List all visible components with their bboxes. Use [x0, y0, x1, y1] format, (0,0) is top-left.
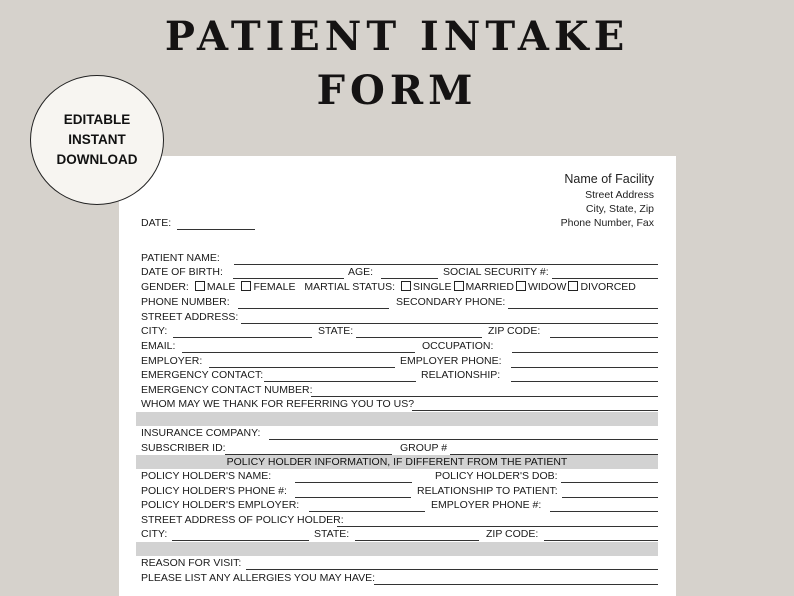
relationship-label: RELATIONSHIP:	[421, 369, 501, 381]
patient-name-field[interactable]	[234, 264, 658, 265]
section-divider-2	[136, 542, 658, 556]
policy-holder-band	[136, 455, 658, 469]
subscriber-id-label: SUBSCRIBER ID:	[141, 442, 226, 454]
widow-label: WIDOW	[527, 281, 567, 293]
relationship-to-patient-field[interactable]	[562, 497, 658, 498]
zip-field[interactable]	[550, 337, 658, 338]
policy-holder-employer-label: POLICY HOLDER'S EMPLOYER:	[141, 499, 300, 511]
employer-phone-field[interactable]	[511, 367, 658, 368]
employer-phone-number-label: EMPLOYER PHONE #:	[431, 499, 542, 511]
policy-holder-city-field[interactable]	[172, 540, 309, 541]
referral-field[interactable]	[412, 410, 658, 411]
employer-field[interactable]	[209, 367, 395, 368]
zip-label: ZIP CODE:	[488, 325, 541, 337]
allergies-field[interactable]	[374, 584, 658, 585]
date-label: DATE:	[141, 217, 172, 229]
section-divider-1	[136, 412, 658, 426]
single-checkbox[interactable]	[401, 281, 411, 291]
secondary-phone-field[interactable]	[508, 308, 658, 309]
emergency-contact-field[interactable]	[264, 381, 416, 382]
facility-city: City, State, Zip	[585, 203, 654, 215]
female-label: FEMALE	[253, 281, 296, 293]
group-label: GROUP #	[400, 442, 448, 454]
allergies-label: PLEASE LIST ANY ALLERGIES YOU MAY HAVE:	[141, 572, 376, 584]
email-field[interactable]	[182, 352, 415, 353]
email-label: EMAIL:	[141, 340, 176, 352]
policy-holder-phone-label: POLICY HOLDER'S PHONE #:	[141, 485, 287, 497]
single-label: SINGLE	[413, 281, 452, 293]
relationship-to-patient-label: RELATIONSHIP TO PATIENT:	[417, 485, 558, 497]
policy-holder-band-text: POLICY HOLDER INFORMATION, IF DIFFERENT FROM THE PATIENT	[226, 456, 568, 468]
gender-row	[141, 281, 636, 294]
female-checkbox[interactable]	[241, 281, 251, 291]
policy-holder-zip-label: ZIP CODE:	[486, 528, 539, 540]
page-title-line-1: PATIENT INTAKE	[164, 13, 630, 60]
widow-checkbox[interactable]	[516, 281, 526, 291]
dob-label: DATE OF BIRTH:	[141, 266, 223, 278]
policy-holder-zip-field[interactable]	[544, 540, 658, 541]
facility-phone: Phone Number, Fax	[560, 217, 654, 229]
patient-name-label: PATIENT NAME:	[141, 252, 220, 264]
emergency-contact-number-field[interactable]	[311, 396, 658, 397]
policy-holder-phone-field[interactable]	[295, 497, 411, 498]
divorced-label: DIVORCED	[580, 281, 636, 293]
policy-holder-name-field[interactable]	[295, 482, 412, 483]
policy-holder-state-field[interactable]	[355, 540, 479, 541]
insurance-company-label: INSURANCE COMPANY:	[141, 427, 261, 439]
badge-line-3: DOWNLOAD	[56, 152, 138, 167]
street-address-label: STREET ADDRESS:	[141, 311, 239, 323]
badge-line-1: EDITABLE	[63, 112, 131, 127]
married-checkbox[interactable]	[454, 281, 464, 291]
facility-street: Street Address	[585, 189, 654, 201]
policy-holder-name-label: POLICY HOLDER'S NAME:	[141, 470, 272, 482]
age-field[interactable]	[381, 278, 438, 279]
relationship-field[interactable]	[511, 381, 658, 382]
employer-label: EMPLOYER:	[141, 355, 203, 367]
reason-for-visit-label: REASON FOR VISIT:	[141, 557, 242, 569]
occupation-label: OCCUPATION:	[422, 340, 494, 352]
age-label: AGE:	[348, 266, 374, 278]
referral-label: WHOM MAY WE THANK FOR REFERRING YOU TO US?	[141, 398, 415, 410]
marital-status-label: MARTIAL STATUS:	[304, 281, 395, 293]
ssn-label: SOCIAL SECURITY #:	[443, 266, 549, 278]
policy-holder-street-label: STREET ADDRESS OF POLICY HOLDER:	[141, 514, 344, 526]
street-address-field[interactable]	[241, 323, 658, 324]
page-title-line-2: FORM	[316, 67, 478, 114]
badge-line-2: INSTANT	[68, 132, 126, 147]
policy-holder-dob-field[interactable]	[561, 482, 658, 483]
state-label: STATE:	[318, 325, 354, 337]
city-field[interactable]	[173, 337, 312, 338]
divorced-checkbox[interactable]	[568, 281, 578, 291]
employer-phone-label: EMPLOYER PHONE:	[400, 355, 502, 367]
phone-number-label: PHONE NUMBER:	[141, 296, 230, 308]
occupation-field[interactable]	[512, 352, 658, 353]
policy-holder-employer-field[interactable]	[309, 511, 425, 512]
form-sheet	[119, 156, 676, 596]
gender-label: GENDER:	[141, 281, 189, 293]
phone-number-field[interactable]	[238, 308, 389, 309]
reason-for-visit-field[interactable]	[246, 569, 658, 570]
emergency-contact-label: EMERGENCY CONTACT:	[141, 369, 264, 381]
male-label: MALE	[206, 281, 236, 293]
date-field[interactable]	[177, 229, 255, 230]
city-label: CITY:	[141, 325, 168, 337]
editable-badge	[30, 75, 164, 205]
facility-name: Name of Facility	[564, 172, 654, 186]
male-checkbox[interactable]	[195, 281, 205, 291]
policy-holder-state-label: STATE:	[314, 528, 350, 540]
married-label: MARRIED	[465, 281, 514, 293]
state-field[interactable]	[356, 337, 482, 338]
policy-holder-street-field[interactable]	[337, 526, 658, 527]
emergency-contact-number-label: EMERGENCY CONTACT NUMBER:	[141, 384, 313, 396]
policy-holder-dob-label: POLICY HOLDER'S DOB:	[435, 470, 558, 482]
policy-holder-city-label: CITY:	[141, 528, 168, 540]
dob-field[interactable]	[233, 278, 344, 279]
ssn-field[interactable]	[552, 278, 658, 279]
secondary-phone-label: SECONDARY PHONE:	[396, 296, 506, 308]
insurance-company-field[interactable]	[269, 439, 658, 440]
employer-phone-number-field[interactable]	[550, 511, 658, 512]
